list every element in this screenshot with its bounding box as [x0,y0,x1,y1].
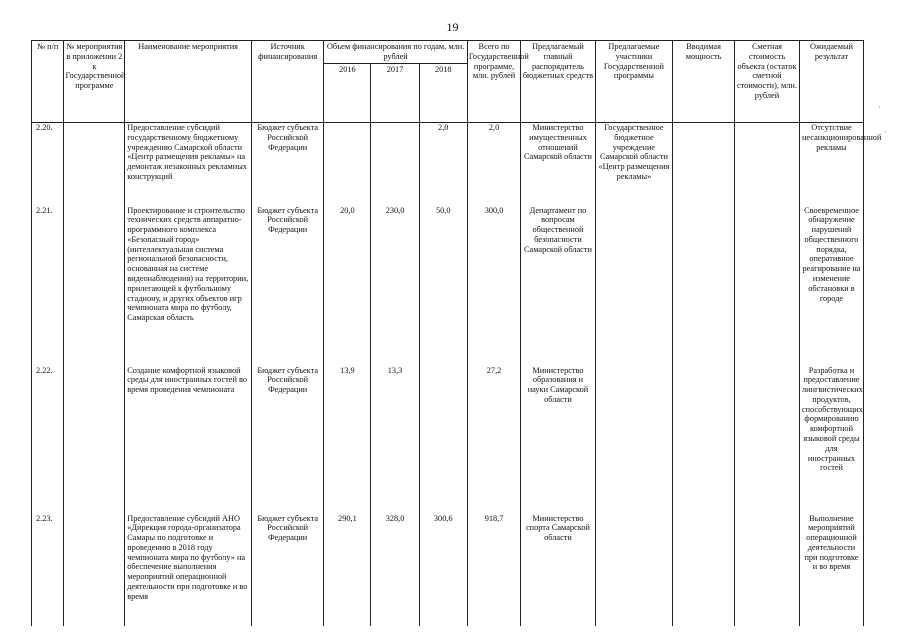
row-capacity [673,366,735,514]
row-y2016: 13,9 [324,366,371,514]
row-participants [595,514,673,626]
row-participants [595,366,673,514]
header-estimate: Сметная стоимость объекта (остаток сметной стоимости), млн. рублей [735,41,800,123]
row-source: Бюджет субъекта Российской Федерации [252,366,324,514]
row-y2016 [324,123,371,206]
row-source: Бюджет субъекта Российской Федерации [252,514,324,626]
row-total: 27,2 [467,366,520,514]
header-participants: Предлагаемые участники Государственной программы [595,41,673,123]
row-estimate [735,514,800,626]
row-y2018: 300,6 [419,514,467,626]
row-source: Бюджет субъекта Российской Федерации [252,123,324,206]
row-manager: Министерство образования и науки Самарской области [521,366,595,514]
header-manager: Предлагаемый главный распорядитель бюджетных средств [521,41,595,123]
row-total: 300,0 [467,206,520,366]
header-appendix-no: № мероприятия в приложении 2 к Государственной программе [64,41,125,123]
table-row [32,514,864,626]
row-participants: Государственное бюджетное учреждение Самарской области «Центр размещения рекламы» [595,123,673,206]
header-capacity: Вводимая мощность [673,41,735,123]
row-capacity [673,123,735,206]
row-result: Отсутствие несанкционированной рекламы [799,123,863,206]
row-y2017: 230,0 [371,206,419,366]
header-no: № п/п [32,41,64,123]
row-participants [595,206,673,366]
header-funding: Объем финансирования по годам, млн. рублей [324,41,468,64]
table-row [32,206,864,366]
header-name: Наименование мероприятия [125,41,252,123]
row-capacity [673,206,735,366]
row-result: Своевременное обнаружение нарушений общественного порядка, оперативное реагирование на изменение обстановки в городе [799,206,863,366]
row-manager: Департамент по вопросам общественной безопасности Самарской области [521,206,595,366]
row-y2017: 328,0 [371,514,419,626]
row-manager: Министерство имущественных отношений Самарской области [521,123,595,206]
row-name: Создание комфортной языковой среды для иностранных гостей во время проведения чемпионата [125,366,252,514]
row-no: 2.20. [32,123,64,206]
table-row [32,123,864,206]
header-year-2018: 2018 [419,64,467,123]
row-source: Бюджет субъекта Российской Федерации [252,206,324,366]
row-total: 918,7 [467,514,520,626]
row-result: Разработка и предоставление лингвистических продуктов, способствующих формированию комфортной языковой среды для иностранных гостей [799,366,863,514]
table-row [32,366,864,514]
funding-table [31,40,882,626]
row-name: Предоставление субсидий государственному бюджетному учреждению Самарской области «Центр размещения рекламы» на демонтаж незаконных рекламных конструкций [125,123,252,206]
row-estimate [735,206,800,366]
row-appendix-no [64,514,125,626]
row-appendix-no [64,206,125,366]
row-y2016: 20,0 [324,206,371,366]
scan-speck: · [884,128,887,137]
row-y2016: 290,1 [324,514,371,626]
header-result: Ожидаемый результат [799,41,863,123]
row-y2018: 2,0 [419,123,467,206]
row-estimate [735,123,800,206]
row-total: 2,0 [467,123,520,206]
row-estimate [735,366,800,514]
header-total: Всего по Государственной программе, млн. рублей [467,41,520,123]
scan-speck: · [878,103,881,112]
row-y2018 [419,366,467,514]
row-no: 2.21. [32,206,64,366]
row-no: 2.22. [32,366,64,514]
row-result: Выполнение мероприятий операционной деятельности при подготовке и во время [799,514,863,626]
header-year-2017: 2017 [371,64,419,123]
row-no: 2.23. [32,514,64,626]
row-name: Проектирование и строительство технических средств аппаратно-программного комплекса «Безопасный город» (интеллектуальная система региональной безопасности, основанная на системе видеонаблюдения) на территории, прилегающей к футбольному стадиону, и других объектов игр чемпионата мира по футболу, Самарская область [125,206,252,366]
row-y2017: 13,3 [371,366,419,514]
row-capacity [673,514,735,626]
row-y2018: 50,0 [419,206,467,366]
row-name: Предоставление субсидий АНО «Дирекция города-организатора Самары по подготовке и проведению в 2018 году чемпионата мира по футболу» на обеспечение выполнения мероприятий операционной деятельности при подготовке и во время [125,514,252,626]
row-manager: Министерство спорта Самарской области [521,514,595,626]
page-number: 19 [446,20,459,34]
row-appendix-no [64,366,125,514]
row-y2017 [371,123,419,206]
row-appendix-no [64,123,125,206]
header-year-2016: 2016 [324,64,371,123]
header-source: Источник финансирования [252,41,324,123]
